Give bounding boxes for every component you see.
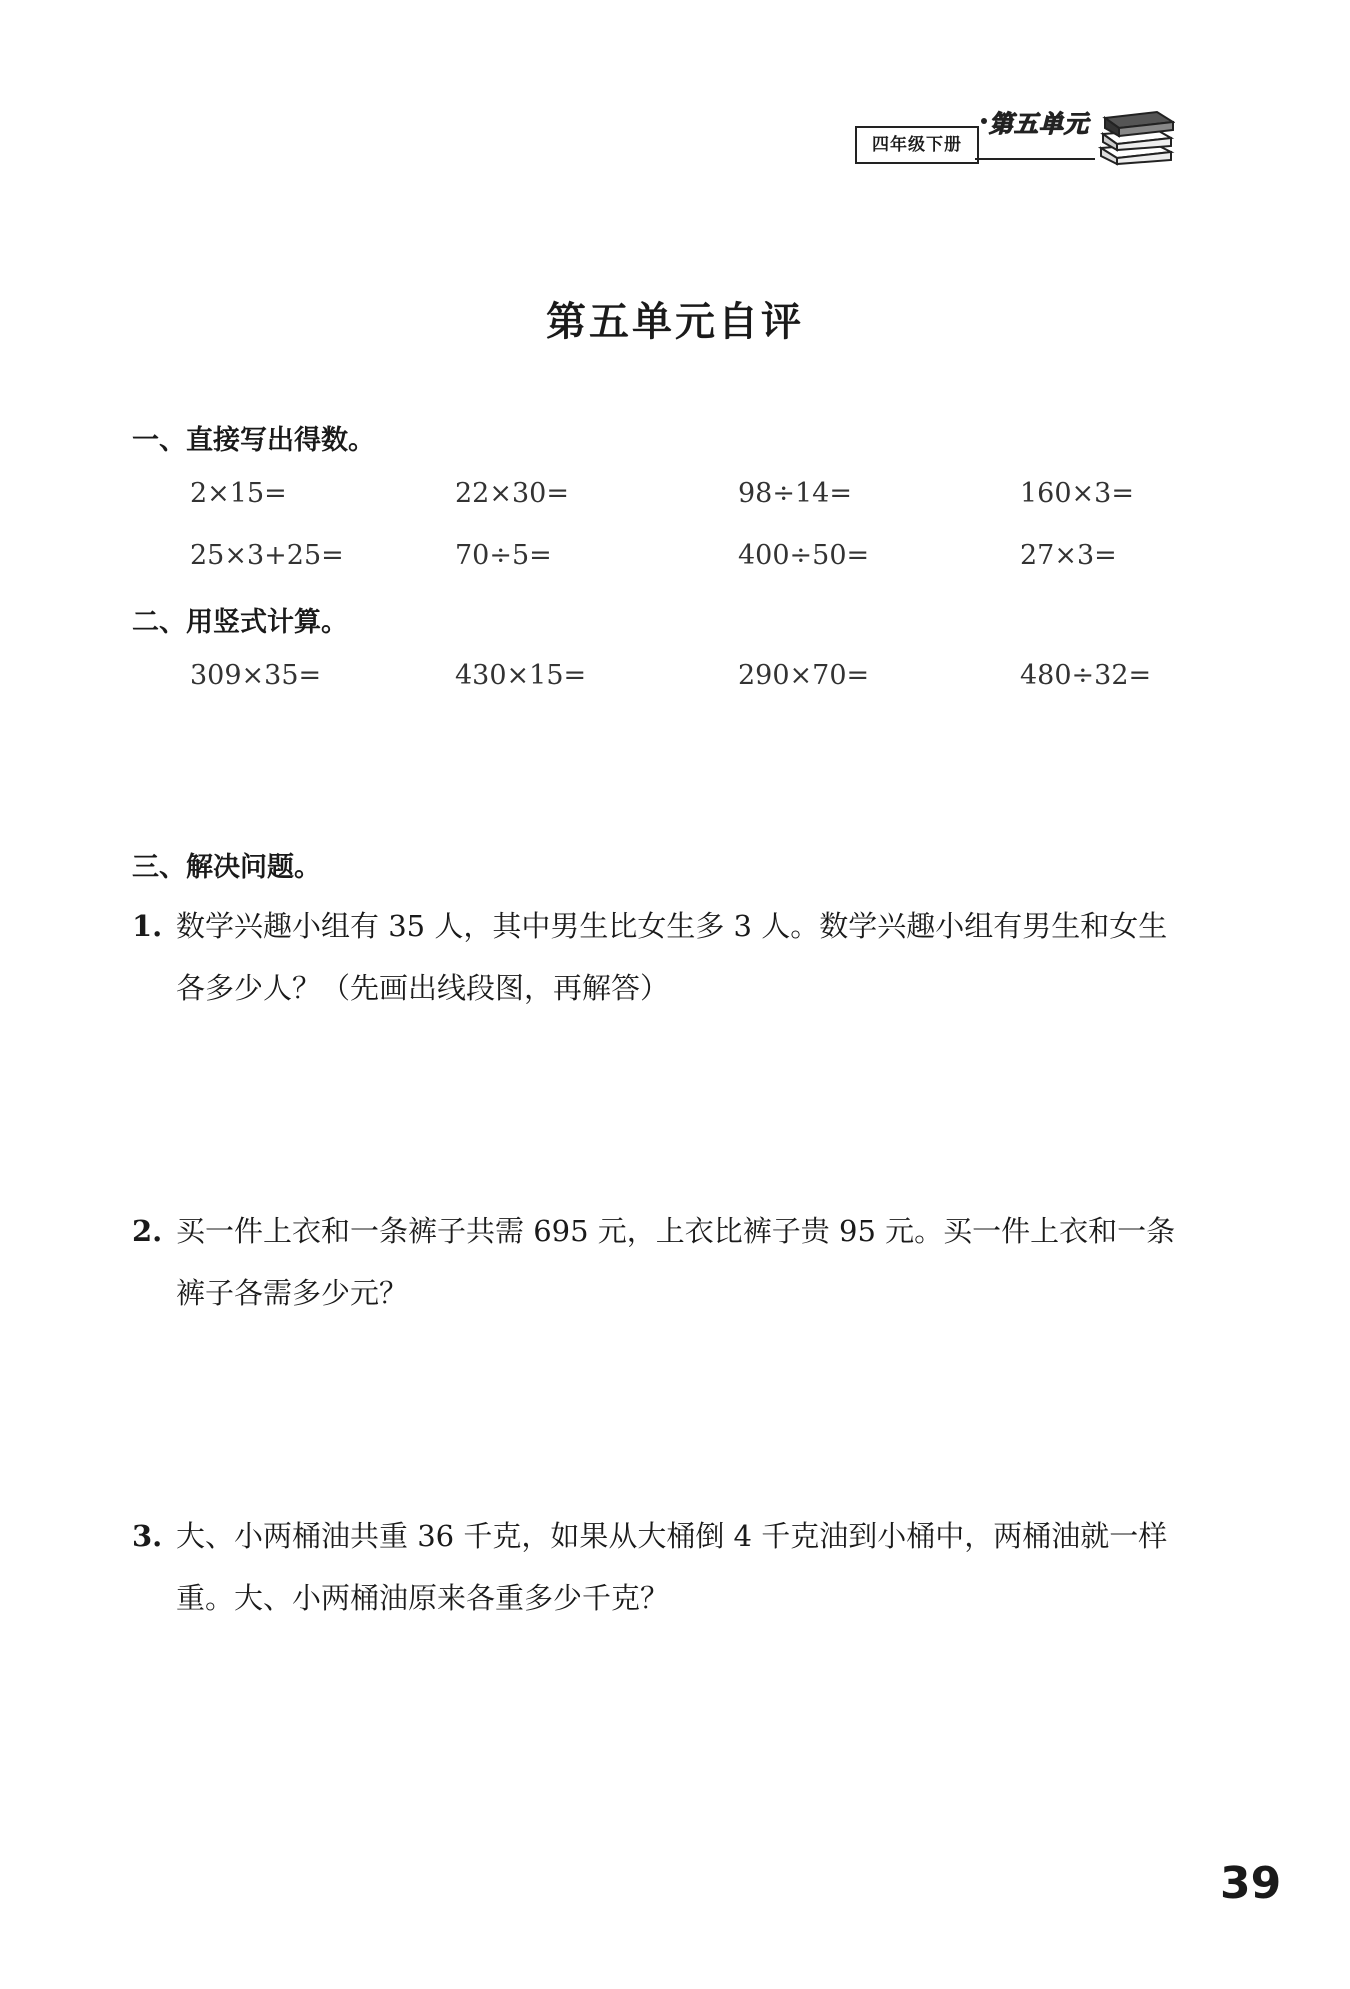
expression-item: 480÷32=	[1020, 660, 1152, 691]
header-underline	[975, 158, 1095, 160]
expression-item: 160×3=	[1020, 478, 1134, 509]
section-heading-vertical-calculation: 二、用竖式计算。	[132, 607, 348, 638]
section-heading-direct-answers: 一、直接写出得数。	[132, 425, 375, 456]
header-dot	[981, 118, 987, 124]
grade-label: 四年级下册	[855, 126, 979, 164]
problem-number: 1.	[132, 909, 163, 943]
expression-item: 98÷14=	[738, 478, 852, 509]
problem-number: 2.	[132, 1214, 163, 1248]
problem-text: 数学兴趣小组有 35 人，其中男生比女生多 3 人。数学兴趣小组有男生和女生各多少人？（先画出线段图，再解答）	[176, 909, 1168, 1005]
header-badge	[855, 104, 1180, 168]
word-problem-2	[132, 1200, 1192, 1310]
expression-item: 430×15=	[455, 660, 587, 691]
expression-item: 25×3+25=	[190, 540, 344, 571]
expression-item: 309×35=	[190, 660, 322, 691]
word-problem-1	[132, 895, 1192, 1005]
problem-text: 大、小两桶油共重 36 千克，如果从大桶倒 4 千克油到小桶中，两桶油就一样重。大、小两桶油原来各重多少千克？	[176, 1519, 1168, 1615]
problem-text: 买一件上衣和一条裤子共需 695 元，上衣比裤子贵 95 元。买一件上衣和一条裤子各需多少元？	[176, 1214, 1176, 1310]
expression-item: 2×15=	[190, 478, 287, 509]
section-heading-problem-solving: 三、解决问题。	[132, 852, 321, 883]
expression-item: 400÷50=	[738, 540, 870, 571]
page-title: 第五单元自评	[546, 298, 804, 345]
problem-number: 3.	[132, 1519, 163, 1553]
expression-item: 290×70=	[738, 660, 870, 691]
expression-item: 70÷5=	[455, 540, 552, 571]
unit-label: 第五单元	[989, 110, 1089, 138]
word-problem-3	[132, 1505, 1192, 1615]
expression-item: 22×30=	[455, 478, 569, 509]
books-stack-icon	[1095, 104, 1175, 166]
page-number: 39	[1220, 1858, 1282, 1909]
expression-item: 27×3=	[1020, 540, 1117, 571]
